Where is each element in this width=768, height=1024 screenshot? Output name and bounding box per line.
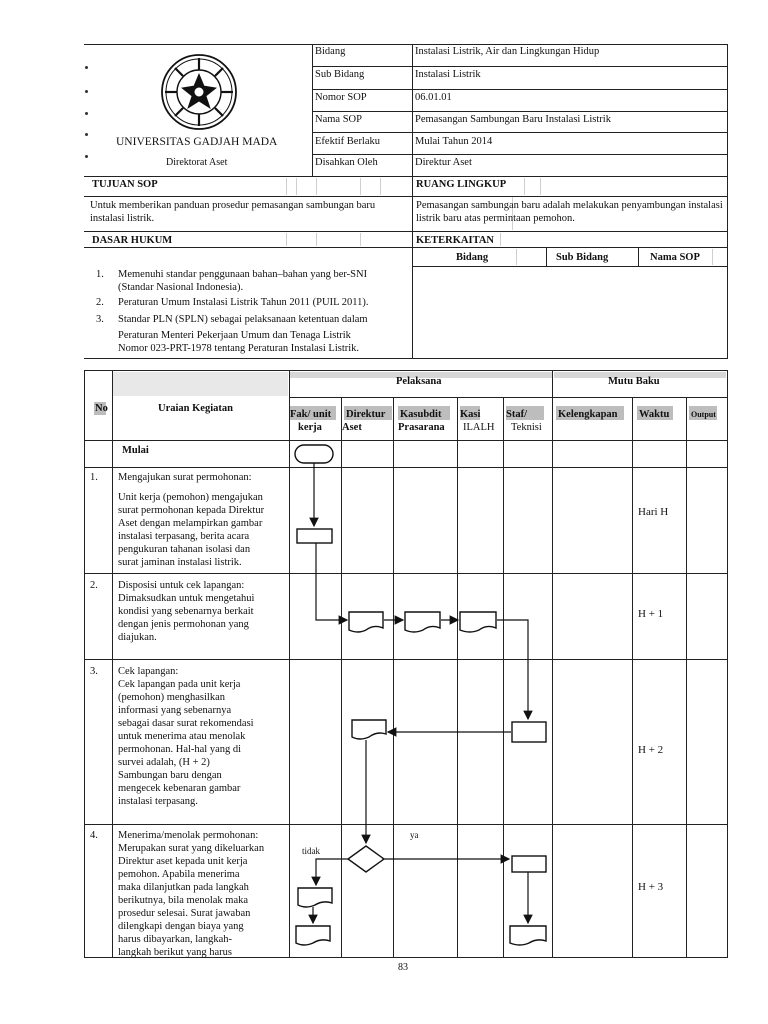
row-title: Mengajukan surat permohonan: [118,472,252,483]
col-waktu: Waktu [639,409,670,420]
dasar-item-text: (Standar Nasional Indonesia). [118,282,244,293]
field-value-nomor-sop: 06.01.01 [415,92,452,103]
document-shape-staf-step4b [510,926,546,945]
process-box-staf-step4 [512,856,546,872]
ruang-heading: RUANG LINGKUP [416,179,507,190]
field-label-sub-bidang: Sub Bidang [315,69,365,80]
decision-diamond [348,846,384,872]
row-waktu: H + 2 [638,744,664,756]
actor-kasi-2: ILALH [463,422,495,433]
document-shape-kasubdit [405,612,440,632]
start-terminator [295,445,333,463]
keterkaitan-col-sub-bidang: Sub Bidang [556,252,609,263]
field-label-nomor-sop: Nomor SOP [315,92,367,103]
keterkaitan-col-bidang: Bidang [456,252,489,263]
dasar-item-text: Peraturan Menteri Pekerjaan Umum dan Tenaga Listrik [118,330,351,341]
col-kelengkapan: Kelengkapan [558,409,618,420]
ruang-text: Pemasangan sambungan baru adalah melakukan penyambungan instalasi listrik baru atas permintaan pemohon. [416,200,723,224]
actor-direktur-2: Aset [342,422,362,433]
tujuan-heading: TUJUAN SOP [92,179,158,190]
document-shape-kasi [460,612,496,632]
start-label: Mulai [122,445,149,456]
keterkaitan-col-nama-sop: Nama SOP [650,252,700,263]
tujuan-text: Untuk memberikan panduan prosedur pemasangan sambungan baru instalasi listrik. [90,200,376,224]
actor-staf-2: Teknisi [511,422,542,433]
dasar-item-text: Standar PLN (SPLN) sebagai pelaksanaan ketentuan dalam [118,314,368,325]
row-description: Unit kerja (pemohon) mengajukan surat permohonan kepada Direktur Aset dengan melampirkan gambar instalasi terpasang, berita acara pengukuran tahanan isolasi dan surat jaminan instalasi listrik. [118,492,265,568]
row-waktu: H + 1 [638,608,664,620]
field-label-bidang: Bidang [315,46,346,57]
col-no: No [95,403,108,414]
process-box-step1 [297,529,332,543]
row-description: Merupakan surat yang dikeluarkan Direktur aset kepada unit kerja pemohon. Apabila menerima maka dilanjutkan pada langkah berikutnya, bila menolak maka prosedur selesai. Surat jawaban dilengkapi dengan biaya yang harus dibayarkan, langkah- langkah berikut yang harus [118,843,265,958]
field-label-nama-sop: Nama SOP [315,114,362,125]
row-description: Cek lapangan pada unit kerja (pemohon) menghasilkan informasi yang sebenarnya sebagai dasar surat rekomendasi untuk menerima atau menolak permohonan. Hal-hal yang di survei adalah, (H + 2) Sambungan baru dengan mengecek kebenaran gambar instalasi terpasang. [118,679,254,807]
university-name: UNIVERSITAS GADJAH MADA [116,136,278,148]
row-description: Dimaksudkan untuk mengetahui kondisi yang sebenarnya berkait dengan jenis permohonan yang diajukan. [118,593,255,643]
dasar-item-text: Peraturan Umum Instalasi Listrik Tahun 2011 (PUIL 2011). [118,297,369,308]
col-pelaksana: Pelaksana [396,376,442,387]
actor-staf: Staf/ [506,409,527,420]
actor-direktur: Direktur [346,409,386,420]
actor-fak-unit-2: kerja [298,422,322,433]
dasar-item-num: 2. [96,297,104,308]
document-shape-direktur [349,612,383,632]
actor-kasubdit: Kasubdit [400,409,442,420]
dasar-heading: DASAR HUKUM [92,235,173,246]
row-title: Menerima/menolak permohonan: [118,830,259,841]
directorate-name: Direktorat Aset [166,157,228,168]
row-waktu: H + 3 [638,881,664,893]
col-mutu-baku: Mutu Baku [608,376,660,387]
field-label-disahkan: Disahkan Oleh [315,157,378,168]
row-number: 1. [90,472,98,483]
actor-kasubdit-2: Prasarana [398,422,445,433]
flow-arrow [316,543,347,620]
field-value-bidang: Instalasi Listrik, Air dan Lingkungan Hidup [415,46,600,57]
actor-kasi: Kasi [460,409,481,420]
document-shape-fak-step4 [298,888,332,907]
decision-no-label: tidak [302,846,320,856]
dasar-item-num: 1. [96,269,104,280]
row-title: Disposisi untuk cek lapangan: [118,580,245,591]
row-number: 2. [90,580,98,591]
document-shape-fak-step4b [296,926,330,945]
field-value-disahkan: Direktur Aset [415,157,472,168]
row-title: Cek lapangan: [118,666,179,677]
col-output: Output [691,410,716,419]
flow-arrow [316,859,348,885]
flow-arrow [497,620,528,719]
process-box-staf-step3 [512,722,546,742]
document-shape-direktur-step3 [352,720,386,739]
dasar-item-num: 3. [96,314,104,325]
page-number: 83 [398,962,408,973]
row-number: 4. [90,830,98,841]
row-number: 3. [90,666,98,677]
field-label-efektif: Efektif Berlaku [315,136,381,147]
field-value-nama-sop: Pemasangan Sambungan Baru Instalasi Listrik [415,114,611,125]
decision-yes-label: ya [410,830,419,840]
field-value-sub-bidang: Instalasi Listrik [415,69,481,80]
col-uraian: Uraian Kegiatan [158,403,233,414]
field-value-efektif: Mulai Tahun 2014 [415,136,493,147]
row-waktu: Hari H [638,506,669,518]
dasar-item-text: Memenuhi standar penggunaan bahan–bahan yang ber-SNI [118,269,368,280]
keterkaitan-heading: KETERKAITAN [416,235,494,246]
dasar-item-text: Nomor 023-PRT-1978 tentang Peraturan Instalasi Listrik. [118,343,360,354]
actor-fak-unit: Fak/ unit [290,409,332,420]
